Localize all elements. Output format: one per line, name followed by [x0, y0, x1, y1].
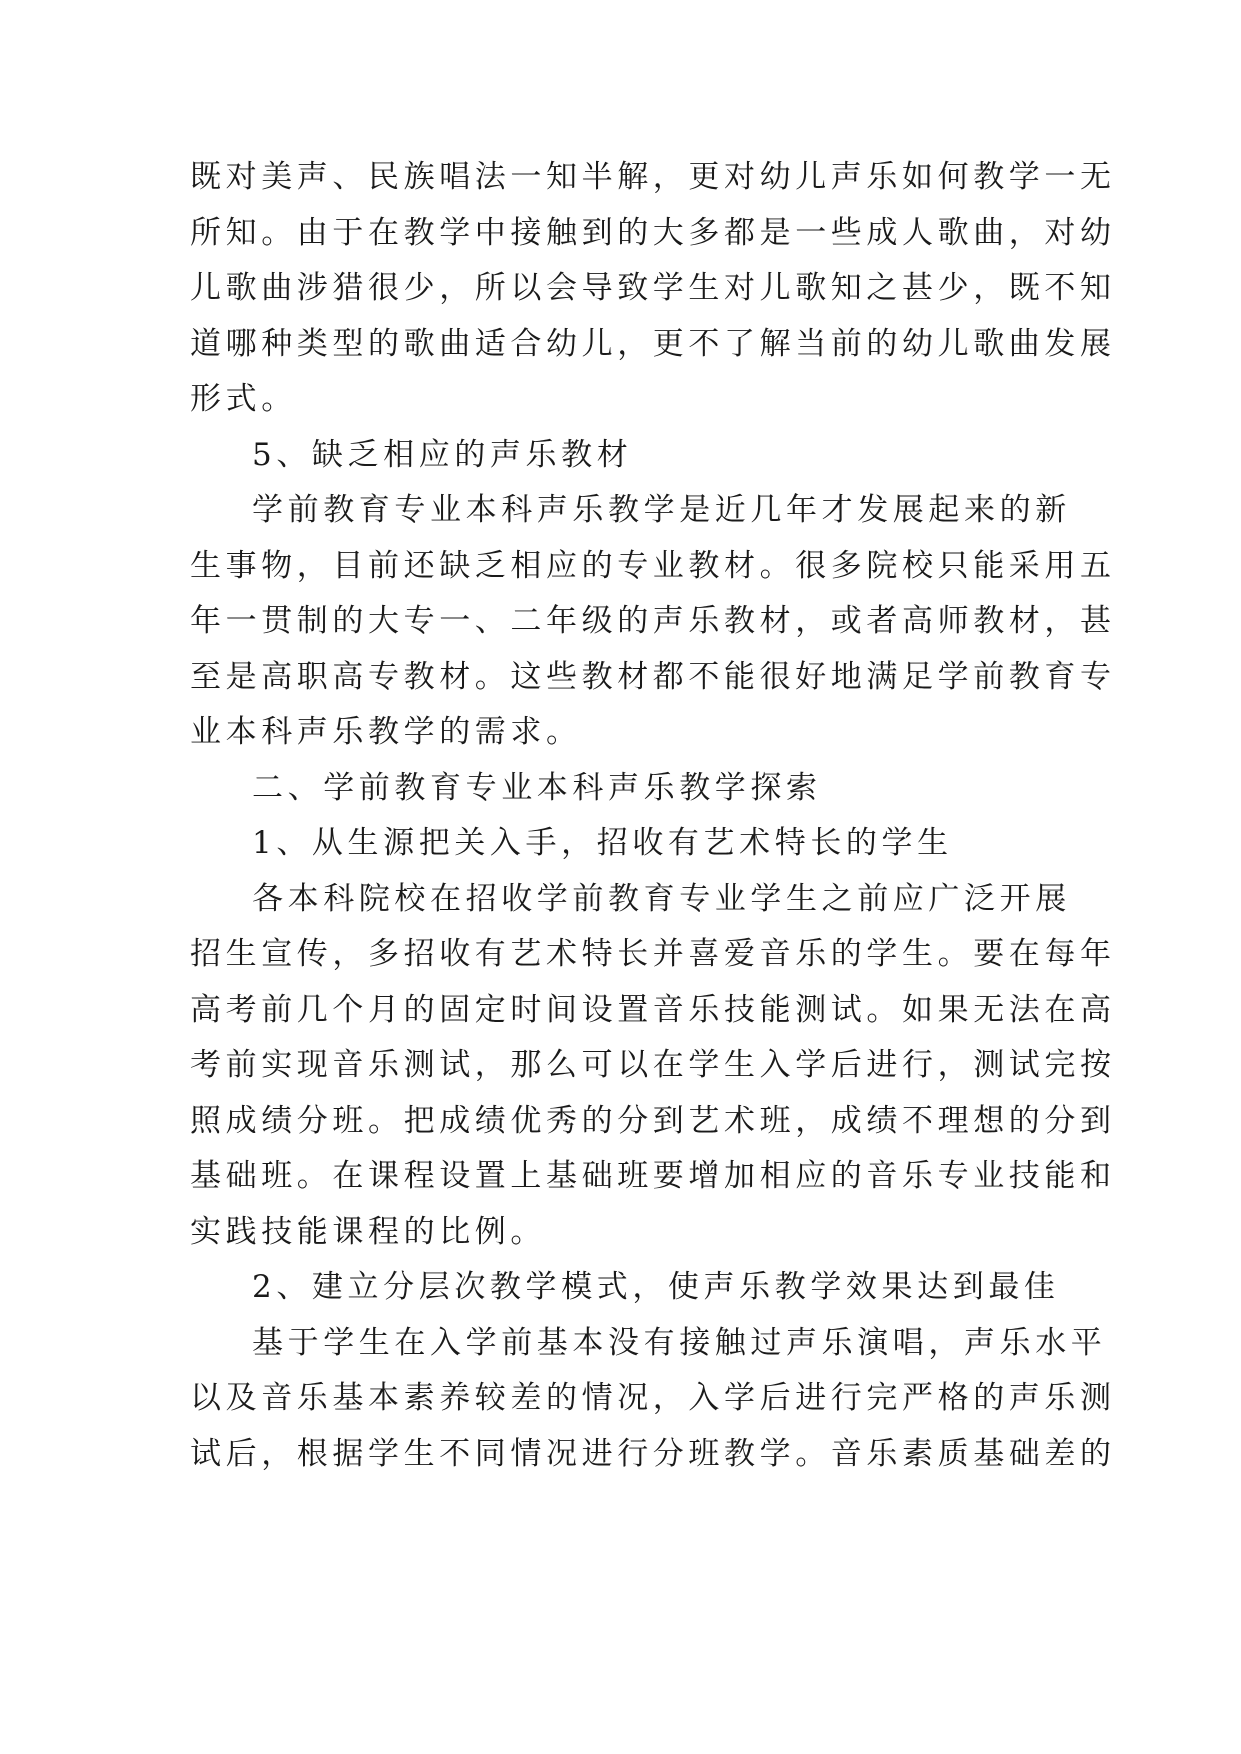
text-line: 招生宣传，多招收有艺术特长并喜爱音乐的学生。要在每年 — [190, 936, 1116, 972]
text-line: 年一贯制的大专一、二年级的声乐教材，或者高师教材，甚 — [190, 603, 1116, 639]
text-line: 所知。由于在教学中接触到的大多都是一些成人歌曲，对幼 — [190, 214, 1116, 251]
text-line: 考前实现音乐测试，那么可以在学生入学后进行，测试完按 — [190, 1047, 1116, 1083]
paragraph-start: 学前教育专业本科声乐教学是近几年才发展起来的新 — [252, 492, 1071, 528]
text-line: 以及音乐基本素养较差的情况，入学后进行完严格的声乐测 — [190, 1380, 1116, 1416]
text-line: 高考前几个月的固定时间设置音乐技能测试。如果无法在高 — [190, 991, 1116, 1028]
text-line: 既对美声、民族唱法一知半解，更对幼儿声乐如何教学一无 — [190, 159, 1116, 195]
section-heading: 5、缺乏相应的声乐教材 — [252, 436, 633, 473]
section-heading: 2、建立分层次教学模式，使声乐教学效果达到最佳 — [252, 1269, 1060, 1305]
text-line: 至是高职高专教材。这些教材都不能很好地满足学前教育专 — [190, 658, 1116, 695]
text-line: 生事物，目前还缺乏相应的专业教材。很多院校只能采用五 — [190, 547, 1116, 584]
text-line: 试后，根据学生不同情况进行分班教学。音乐素质基础差的 — [190, 1435, 1116, 1472]
text-line: 道哪种类型的歌曲适合幼儿，更不了解当前的幼儿歌曲发展 — [190, 325, 1116, 362]
text-line: 实践技能课程的比例。 — [190, 1213, 546, 1250]
section-heading: 1、从生源把关入手，招收有艺术特长的学生 — [252, 825, 953, 861]
text-line: 形式。 — [190, 381, 297, 417]
document-body — [190, 150, 1116, 1482]
text-line: 基础班。在课程设置上基础班要增加相应的音乐专业技能和 — [190, 1158, 1116, 1194]
section-heading: 二、学前教育专业本科声乐教学探索 — [252, 769, 822, 806]
paragraph-start: 各本科院校在招收学前教育专业学生之前应广泛开展 — [252, 880, 1071, 917]
text-line: 儿歌曲涉猎很少，所以会导致学生对儿歌知之甚少，既不知 — [190, 270, 1116, 306]
text-line: 业本科声乐教学的需求。 — [190, 714, 582, 750]
text-line: 照成绩分班。把成绩优秀的分到艺术班，成绩不理想的分到 — [190, 1102, 1116, 1139]
paragraph-start: 基于学生在入学前基本没有接触过声乐演唱，声乐水平 — [252, 1324, 1107, 1361]
